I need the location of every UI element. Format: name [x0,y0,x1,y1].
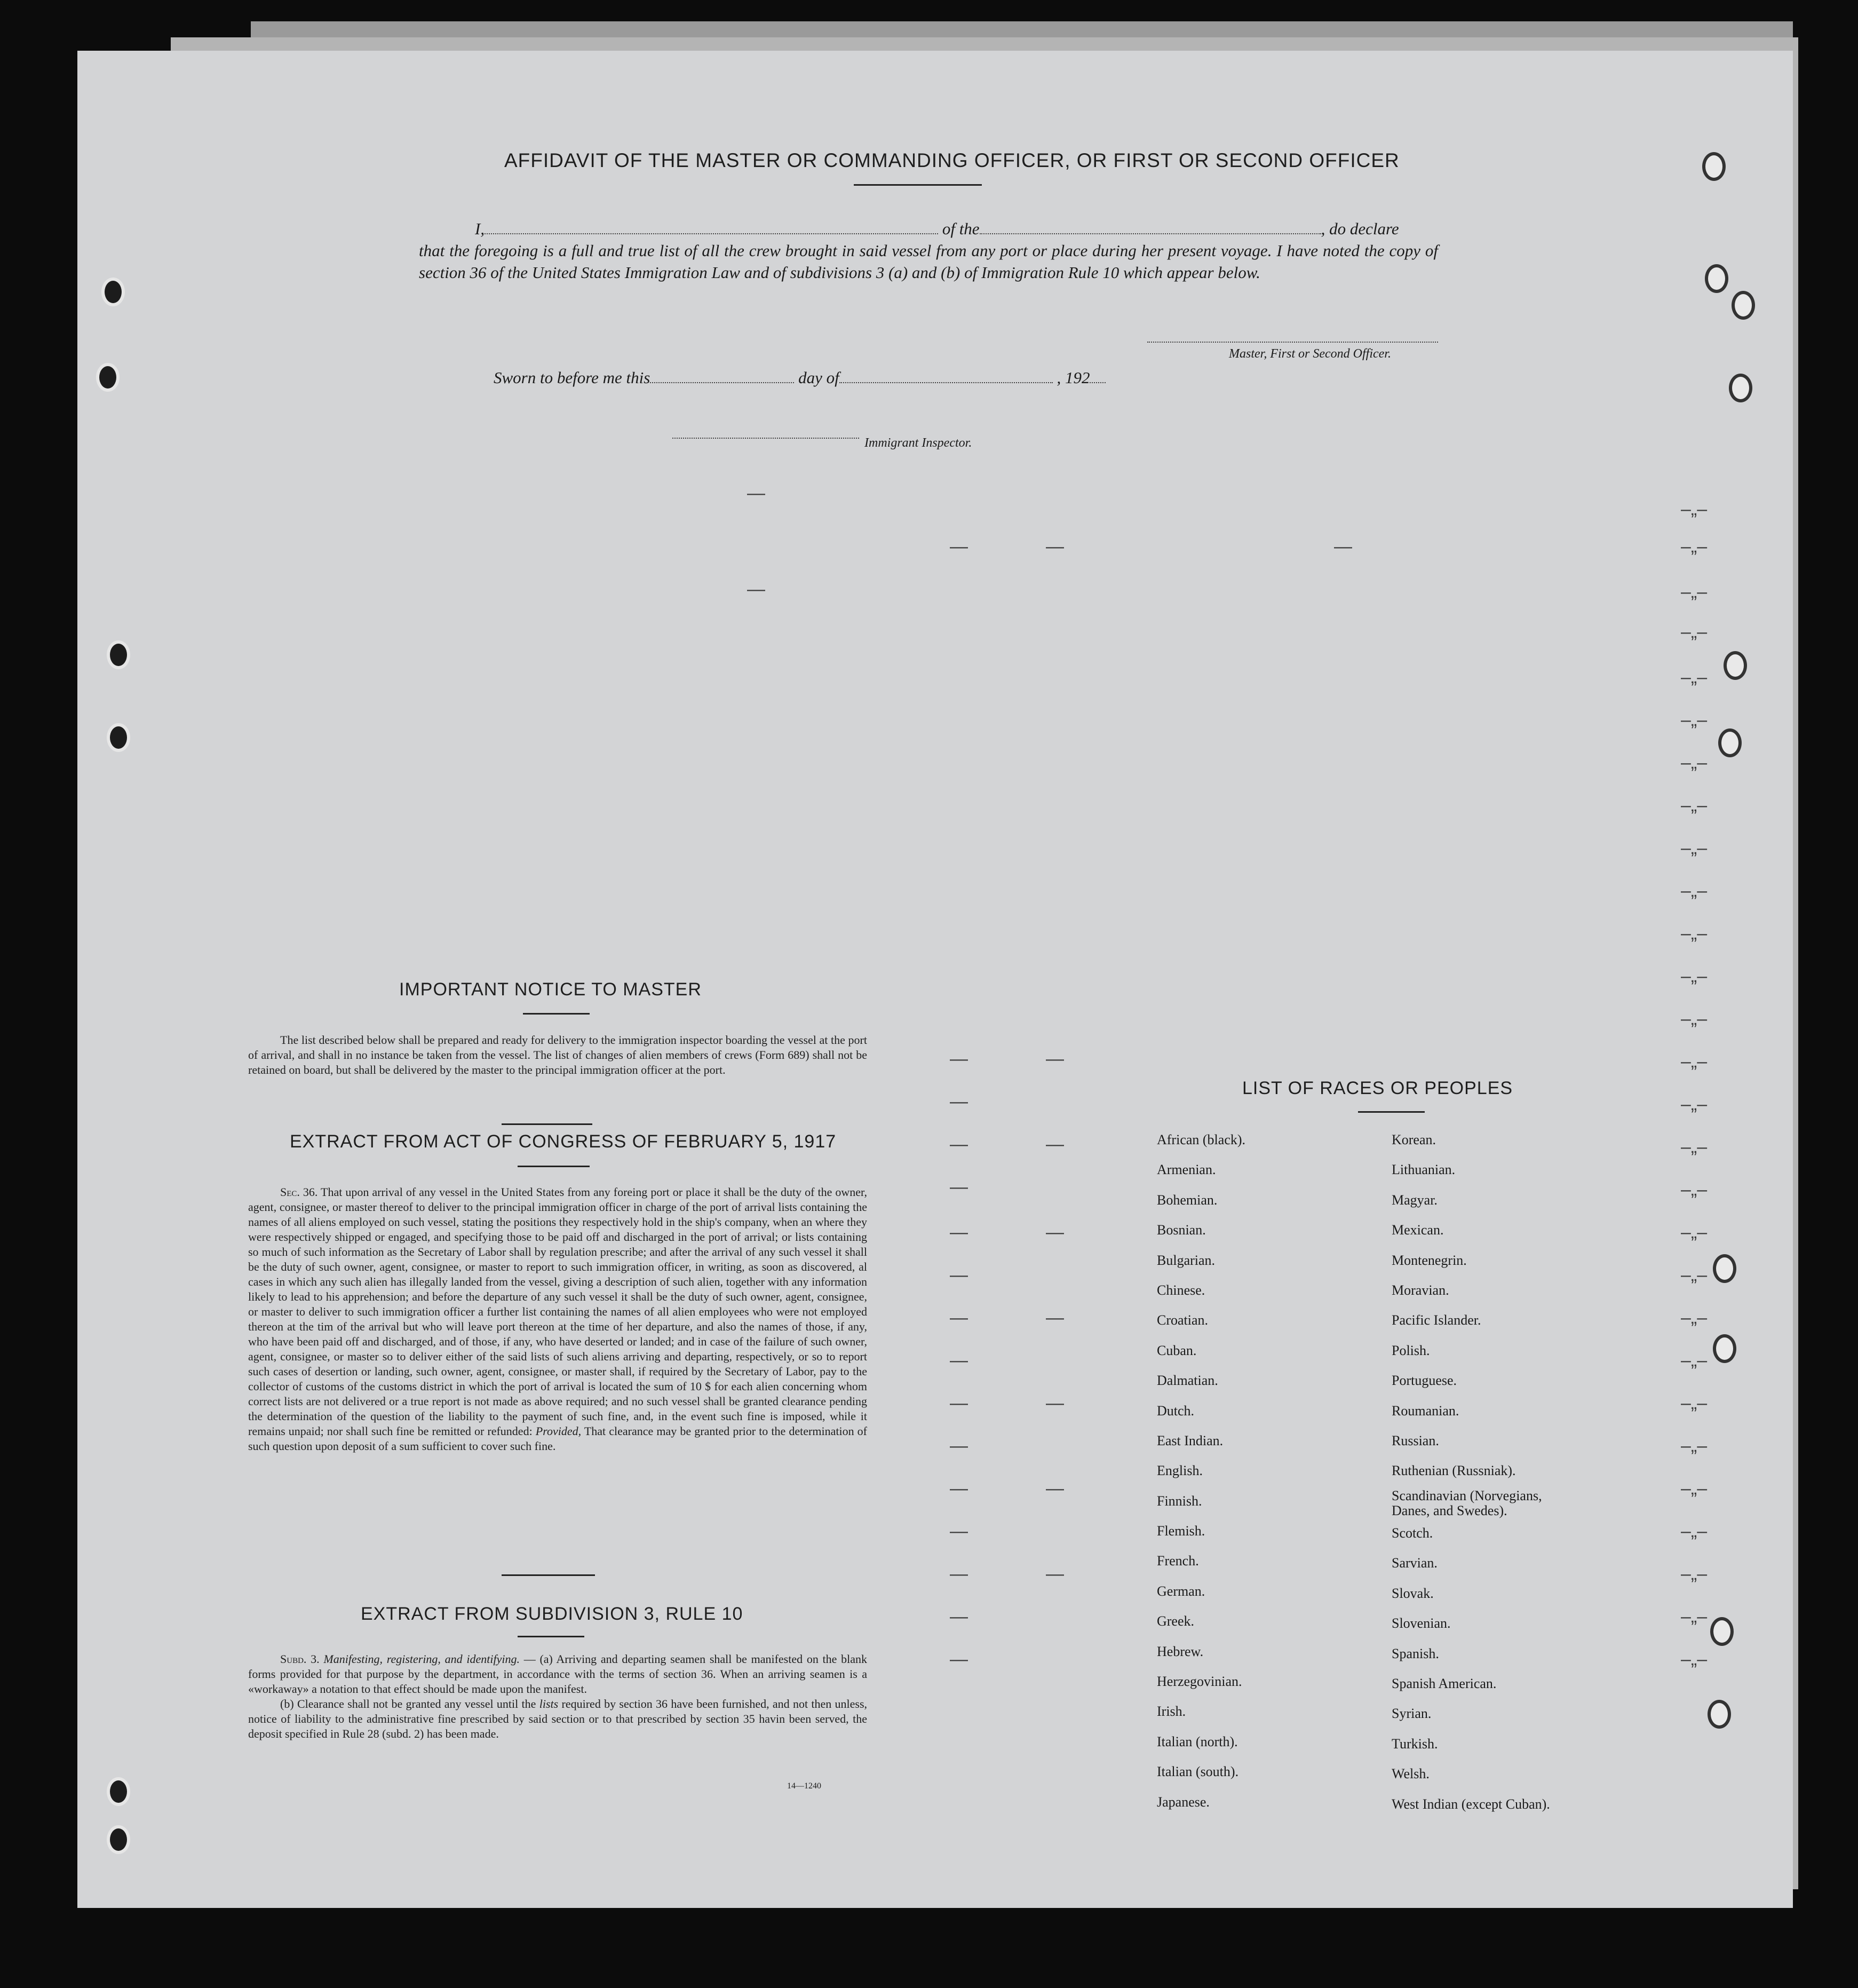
rule-text [248,1652,867,1741]
act-proviso-label: Provided, [535,1424,582,1438]
sworn-day-of: day of [798,368,839,387]
race-item: Irish. [1157,1704,1186,1720]
rule-title-rule [518,1636,584,1637]
rule-b-label: (b) [280,1697,294,1710]
race-item: Dutch. [1157,1403,1195,1419]
act-title: EXTRACT FROM ACT OF CONGRESS OF FEBRUARY 5, 1917 [290,1131,837,1152]
punch-hole-icon [1718,728,1742,757]
race-item: Spanish. [1392,1645,1439,1661]
race-item: Syrian. [1392,1706,1432,1722]
affidavit-line-1 [419,218,1438,240]
punch-hole-icon [1705,264,1728,293]
race-item: Hebrew. [1157,1643,1204,1659]
punch-hole-icon [1724,651,1747,680]
sworn-day-blank[interactable] [650,369,794,383]
punch-hole-icon [107,640,130,669]
affidavit-of-the: of the [942,219,980,238]
race-item: Slovenian. [1392,1615,1451,1631]
race-item: Bulgarian. [1157,1252,1216,1268]
race-item: West Indian (except Cuban). [1392,1796,1550,1812]
race-item: Cuban. [1157,1342,1197,1358]
rule-paragraph-b [248,1697,867,1741]
punch-hole-icon [1732,291,1755,320]
race-item: Finnish. [1157,1493,1202,1509]
rule-b-lists: lists [539,1697,559,1710]
races-left-column [1157,1125,1245,1817]
rule-subd-label: Subd. 3. [280,1652,320,1666]
race-item: Italian (north). [1157,1733,1238,1749]
sworn-month-blank[interactable] [839,369,1053,383]
race-item: German. [1157,1583,1205,1599]
punch-hole-icon [107,723,130,752]
race-item: Bosnian. [1157,1222,1206,1238]
rule-paragraph-a [248,1652,867,1697]
affidavit-statement: that the foregoing is a full and true list of all the crew brought in said vessel from any port or place during her present voyage. I have noted the copy of section 36 of the United States Immigration Law and of subdivisions 3 (a) and (b) of Immigration Rule 10 which appear below. [419,241,1438,282]
race-item: Japanese. [1157,1794,1210,1810]
sworn-year: , 192 [1057,368,1090,387]
race-item: Italian (south). [1157,1764,1239,1780]
affidavit-title: AFFIDAVIT OF THE MASTER OR COMMANDING OFFICER, OR FIRST OR SECOND OFFICER [504,149,1400,171]
punch-hole-icon [107,1777,130,1806]
notice-paragraph: The list described below shall be prepared and ready for delivery to the immigration inspector boarding the vessel at the port of arrival, and shall in no instance be taken from the vessel. The list of changes of alien members of crews (Form 689) shall not be retained on board, but shall be delivered by the master to the principal immigration officer at the port. [248,1033,867,1076]
race-item: Pacific Islander. [1392,1312,1481,1328]
sworn-prefix: Sworn to before me this [494,368,650,387]
race-item: Sarvian. [1392,1555,1438,1571]
rule-text-a: — (a) Arriving and departing seamen shall be manifested on the blank forms provided for that purpose by the department, in accordance with the terms of section 36. When an arriving seamen is a «workaway» a notation to that effect should be made upon the manifest. [248,1652,868,1696]
affidavit-body [419,218,1438,283]
rule-subd-heading: Manifesting, registering, and identifying. [323,1652,520,1666]
name-blank[interactable] [485,219,938,234]
race-item: Scandinavian (Norvegians, Danes, and Swedes). [1392,1487,1542,1518]
race-item: Korean. [1392,1132,1436,1147]
act-top-rule [502,1123,592,1125]
race-item: Slovak. [1392,1585,1434,1601]
race-item: African (black). [1157,1132,1246,1147]
notice-text [248,1033,867,1078]
races-title-rule [1358,1111,1425,1113]
race-item: Russian. [1392,1432,1439,1448]
race-item: Mexican. [1392,1222,1444,1238]
affidavit-i: I, [475,219,485,238]
act-proviso-text: That clearance may be granted prior to the determination of such question upon deposit of a sum sufficient to cover such fine. [248,1424,868,1453]
race-item: Welsh. [1392,1766,1430,1782]
race-item: Dalmatian. [1157,1373,1218,1389]
punch-hole-icon [1708,1700,1731,1729]
race-item: Croatian. [1157,1312,1209,1328]
race-item: Lithuanian. [1392,1162,1456,1178]
rule-b-pre: Clearance shall not be granted any vessel until the [297,1697,536,1710]
race-item: Moravian. [1392,1282,1449,1298]
rule-top-rule [502,1574,595,1576]
race-item: Ruthenian (Russniak). [1392,1463,1516,1479]
punch-hole-icon [96,363,120,392]
sworn-line [494,368,1106,387]
affidavit-declare: , do declare [1321,219,1399,238]
race-item: Portuguese. [1392,1373,1457,1389]
punch-hole-icon [1729,374,1752,402]
races-right-column [1392,1125,1552,1819]
punch-hole-icon [1713,1254,1736,1283]
act-text [248,1185,867,1454]
sworn-year-blank[interactable] [1090,369,1106,383]
punch-hole-icon [101,278,125,306]
race-item: Greek. [1157,1613,1195,1629]
act-section-label: Sec. 36. [280,1185,318,1199]
race-item: Herzegovinian. [1157,1674,1242,1690]
race-item: French. [1157,1553,1199,1569]
punch-hole-icon [1710,1617,1734,1646]
rule-b-post: required by section 36 have been furnished, and not then unless, notice of liability to the administrative fine prescribed by said section or to that prescribed by section 35 havin been served, the deposit specified in Rule 28 (subd. 2) has been made. [248,1697,868,1740]
punch-hole-icon [107,1825,130,1854]
race-item: Spanish American. [1392,1676,1497,1692]
act-section-text: That upon arrival of any vessel in the United States from any foreing port or place it shall be the duty of the owner, agent, consignee, or master thereof to deliver to the principal immigration officer in charge of the port of arrival lists containing the names of all aliens employed on such vessel, stating the positions they respectively hold in the ship's company, when an where they were respectively shipped or engaged, and specifying those to be paid off and discharged in the port of arrival; or lists containing so much of such information as the Secretary of Labor shall by regulation prescribe; and after the arrival of any such vessel it shall be the duty of such owner, agent, consignee, or master to report to such immigration officer, in writing, as soon as discovered, al cases in which any such alien has illegally landed from the vessel, giving a description of such alien, together with any information likely to lead to his apprehension; and before the departure of any such vessel it shall be the duty of such owner, agent, consignee, or master to deliver to such immigration officer a further list containing the names of all alien employees who were not employed thereon at the tim of the arrival but who will leave port thereon at the time of her departure, and also the names of those, if any, who have been paid off and discharged, and of those, if any, who have deserted or landed; and in case of the failure of such owner, agent, consignee, or master so to deliver either of the said lists of such aliens arriving and departing, respectively, or so to report such cases of desertion or landing, such owner, agent, consignee, or master shall, if required by the Secretary of Labor, pay to the collector of customs of the customs district in which the port of arrival is located the sum of 10 $ for each alien concerning whom correct lists are not delivered or a true report is not made as above required; and no such vessel shall be granted clearance pending the determination of the question of the liability to the payment of such fine, and, in the event such fine is imposed, while it remains unpaid; nor shall such fine be remitted or refunded: [248,1185,867,1438]
race-item: Scotch. [1392,1525,1433,1541]
race-item: Flemish. [1157,1523,1205,1539]
punch-hole-icon [1713,1334,1736,1363]
punch-hole-icon [1702,152,1726,181]
act-title-rule [518,1166,590,1167]
form-code: 14—1240 [787,1781,821,1791]
race-item: Roumanian. [1392,1403,1459,1419]
master-signature-line[interactable] [1147,342,1438,343]
inspector-signature-label: Immigrant Inspector. [864,436,972,450]
master-signature-label: Master, First or Second Officer. [1229,347,1391,361]
vessel-blank[interactable] [980,219,1321,234]
races-title: LIST OF RACES OR PEOPLES [1242,1078,1513,1098]
race-item: East Indian. [1157,1432,1224,1448]
race-item: Magyar. [1392,1192,1438,1208]
race-item: Bohemian. [1157,1192,1218,1208]
notice-title: IMPORTANT NOTICE TO MASTER [399,979,702,1000]
race-item: English. [1157,1463,1203,1479]
affidavit-title-rule [854,184,982,186]
race-item: Polish. [1392,1342,1430,1358]
inspector-signature-line[interactable] [672,438,859,439]
race-item: Armenian. [1157,1162,1216,1178]
notice-title-rule [523,1013,590,1015]
race-item: Turkish. [1392,1736,1438,1752]
race-item: Montenegrin. [1392,1252,1467,1268]
rule-title: EXTRACT FROM SUBDIVISION 3, RULE 10 [361,1604,743,1624]
race-item: Chinese. [1157,1282,1205,1298]
